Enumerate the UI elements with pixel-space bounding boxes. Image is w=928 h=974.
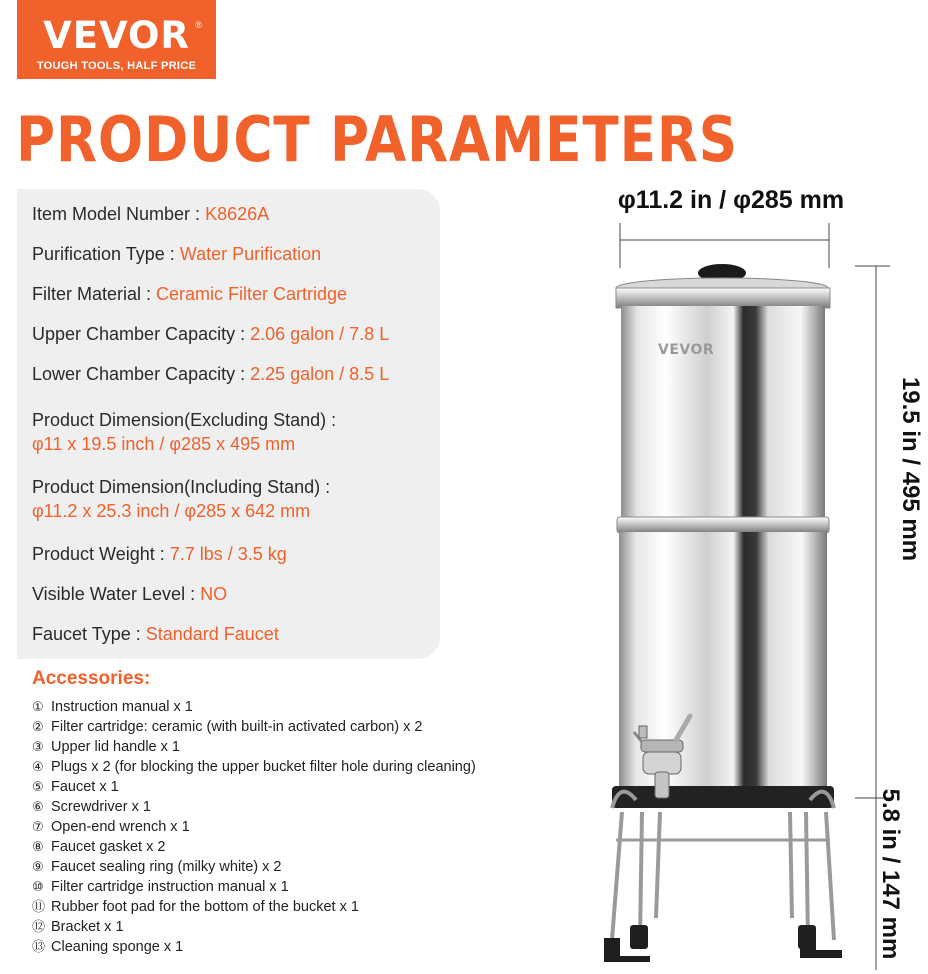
param-value: Ceramic Filter Cartridge [156, 284, 348, 304]
stand-height-label: 5.8 in / 147 mm [877, 788, 904, 960]
list-item: ⑬ Cleaning sponge x 1 [32, 939, 184, 955]
list-item: ④ Plugs x 2 (for blocking the upper bucket filter hole during cleaning) [32, 759, 476, 775]
list-item: ② Filter cartridge: ceramic (with built-in activated carbon) x 2 [32, 719, 423, 735]
param-purification-type: Purification Type : Water Purification [32, 244, 322, 264]
param-value: 2.25 galon / 8.5 L [250, 364, 390, 384]
registered-mark: ® [195, 20, 202, 30]
list-item: ⑧ Faucet gasket x 2 [32, 839, 166, 855]
param-value: NO [200, 584, 228, 604]
param-water-level: Visible Water Level : NO [32, 584, 228, 604]
accessories-title: Accessories: [32, 668, 151, 689]
lid-rim [616, 288, 830, 308]
list-item: ⑫ Bracket x 1 [32, 919, 124, 935]
param-value: φ11.2 x 25.3 inch / φ285 x 642 mm [32, 501, 311, 521]
bracket-stand [612, 792, 834, 940]
page-title: PRODUCT PARAMETERS [16, 103, 739, 176]
param-value: φ11 x 19.5 inch / φ285 x 495 mm [32, 434, 296, 454]
diameter-dimension-line [620, 223, 829, 268]
param-value: Water Purification [179, 244, 322, 264]
body-height-label: 19.5 in / 495 mm [897, 376, 924, 562]
param-value: Standard Faucet [145, 624, 279, 644]
brand-tagline: TOUGH TOOLS, HALF PRICE [36, 60, 197, 72]
list-item: ⑤ Faucet x 1 [32, 779, 119, 795]
param-weight: Product Weight : 7.7 lbs / 3.5 kg [32, 544, 287, 564]
list-item: ⑦ Open-end wrench x 1 [32, 819, 190, 835]
body-logo: VEVOR [658, 342, 715, 358]
param-faucet-type: Faucet Type : Standard Faucet [32, 624, 279, 644]
list-item: ⑩ Filter cartridge instruction manual x 1 [32, 879, 289, 895]
param-value: 7.7 lbs / 3.5 kg [169, 544, 287, 564]
rubber-foot-pad [612, 786, 834, 808]
param-lower-capacity: Lower Chamber Capacity : 2.25 galon / 8.5 L [32, 364, 390, 384]
diameter-label: φ11.2 in / φ285 mm [617, 186, 845, 214]
list-item: ⑨ Faucet sealing ring (milky white) x 2 [32, 859, 282, 875]
brand-name: VEVOR [43, 14, 190, 57]
stand-feet [604, 925, 842, 962]
param-filter-material: Filter Material : Ceramic Filter Cartridge [32, 284, 348, 304]
param-dimension-excluding-stand: Product Dimension(Excluding Stand) : φ11 x 19.5 inch / φ285 x 495 mm [32, 410, 337, 454]
upper-chamber [621, 306, 825, 520]
param-value: 2.06 galon / 7.8 L [250, 324, 390, 344]
list-item: ① Instruction manual x 1 [32, 699, 193, 715]
list-item: ⑥ Screwdriver x 1 [32, 799, 151, 815]
param-upper-capacity: Upper Chamber Capacity : 2.06 galon / 7.8 L [32, 324, 390, 344]
middle-rim [617, 517, 829, 533]
param-dimension-including-stand: Product Dimension(Including Stand) : φ11.2 x 25.3 inch / φ285 x 642 mm [32, 477, 331, 521]
param-model-number: Item Model Number : K8626A [32, 204, 270, 224]
list-item: ③ Upper lid handle x 1 [32, 739, 180, 755]
param-value: K8626A [205, 204, 270, 224]
list-item: ⑪ Rubber foot pad for the bottom of the bucket x 1 [32, 899, 359, 915]
